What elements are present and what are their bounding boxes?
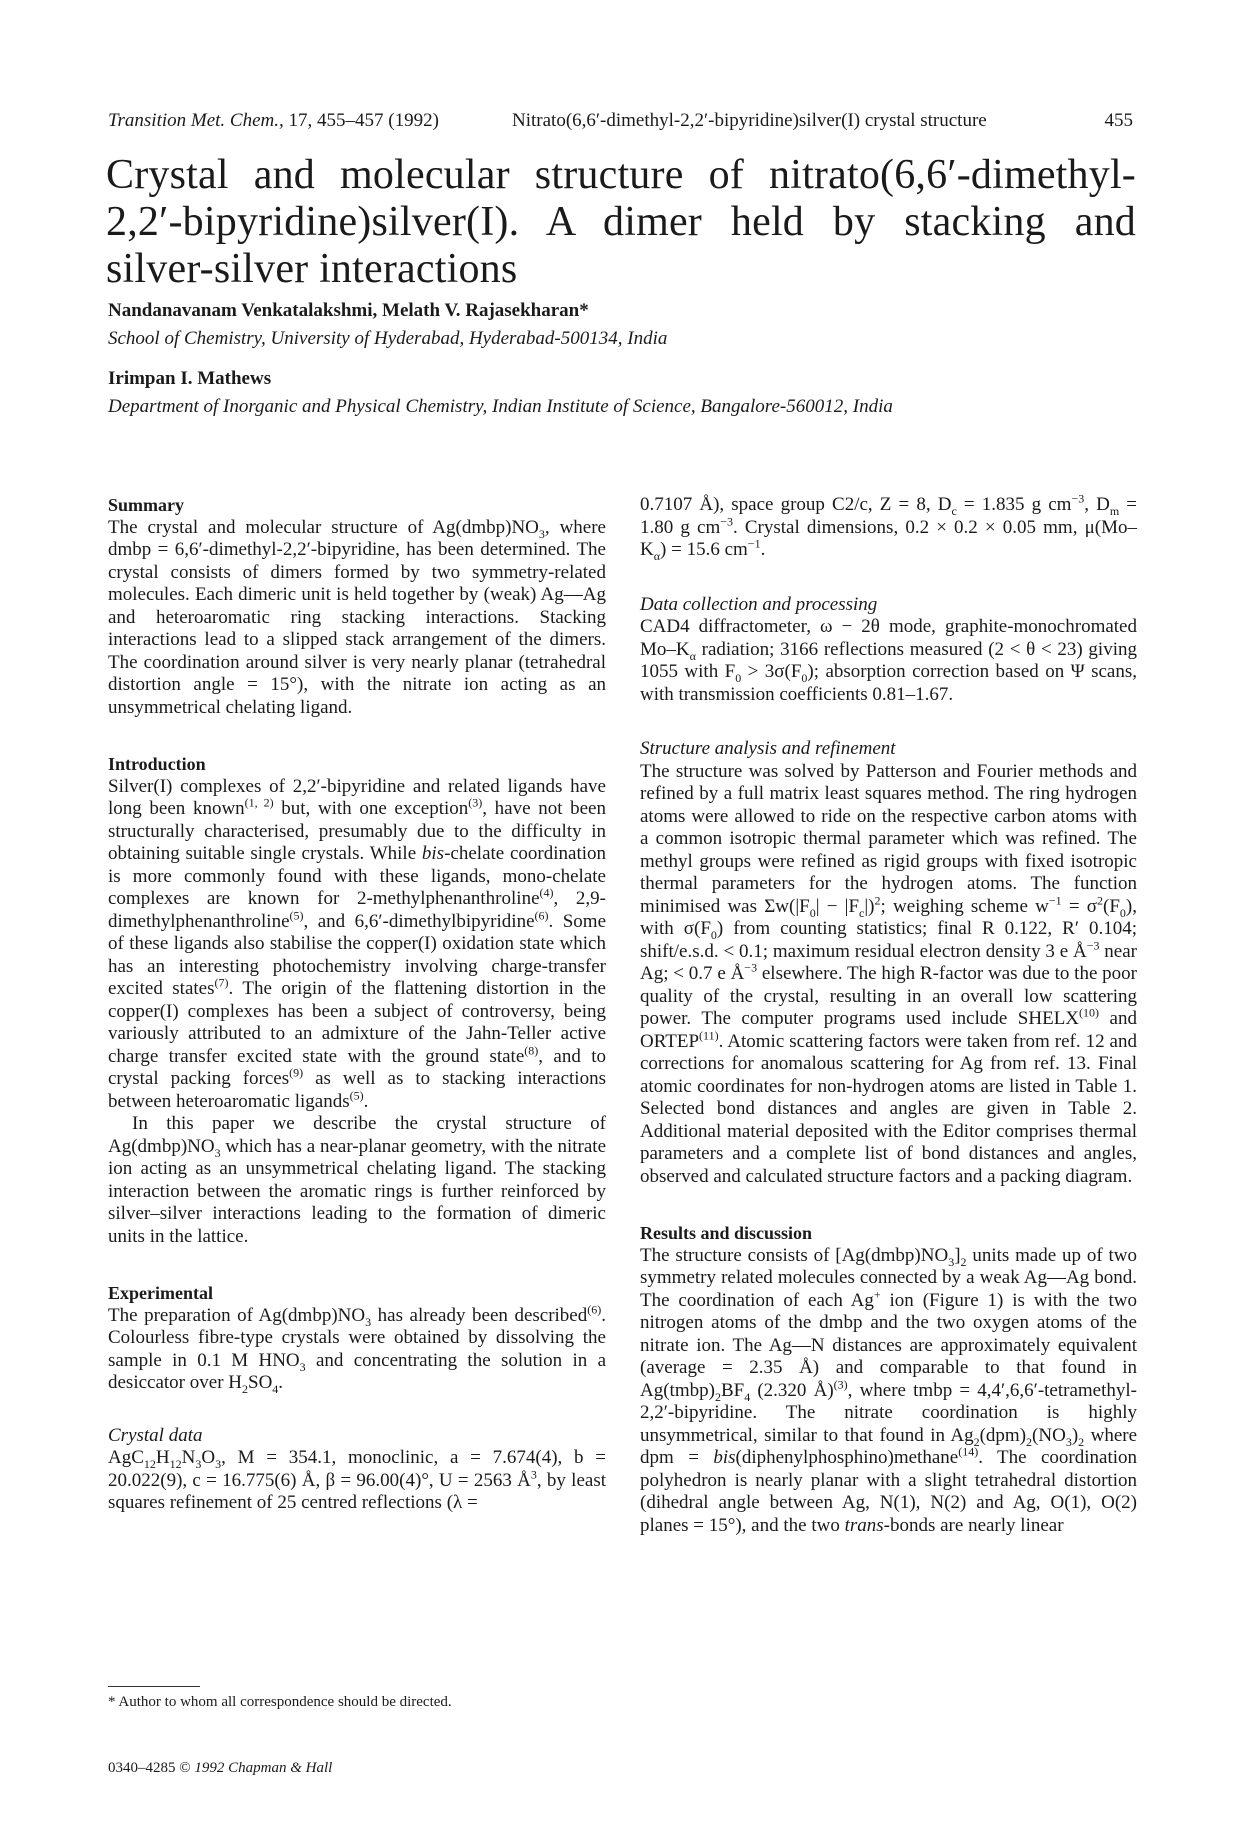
introduction-paragraph-2: In this paper we describe the crystal structure of $Ag(dmbp)NO_3$ which has a near-planar geometry, with the nitrate ion acting as an unsymmetrical chelating ligand. The stacking interaction between the aromatic rings is further reinforced by silver–silver interactions leading to the formation of dimeric units in the lattice. bbox=[108, 1113, 606, 1247]
structure-analysis-heading: Structure analysis and refinement bbox=[640, 738, 896, 759]
crystal-data-text-continued: 0.7107 Å), space group C2/c, Z = 8, $D_c = 1.835$ g $cm^{-3}$, $D_m = 1.80$ g $cm^{-3}$. Crystal dimensions, 0.2 × 0.2 × 0.05 mm, $\mu(Mo-K_\alpha) = 15.6$ $cm^{-1}$. bbox=[640, 491, 1137, 563]
page-number: 455 bbox=[1104, 110, 1133, 131]
affiliation-1: School of Chemistry, University of Hyderabad, Hyderabad-500134, India bbox=[108, 328, 668, 349]
running-title: Nitrato(6,6′-dimethyl-2,2′-bipyridine)silver(I) crystal structure bbox=[512, 110, 987, 131]
footnote-rule bbox=[108, 1686, 200, 1687]
copyright-line: 0340–4285 © 1992 Chapman & Hall bbox=[108, 1760, 333, 1776]
journal-citation: Transition Met. Chem., 17, 455–457 (1992) bbox=[108, 110, 439, 131]
experimental-heading: Experimental bbox=[108, 1283, 213, 1303]
affiliation-2: Department of Inorganic and Physical Chemistry, Indian Institute of Science, Bangalore-560012, India bbox=[108, 396, 893, 417]
author-list-1: Nandanavanam Venkatalakshmi, Melath V. Rajasekharan* bbox=[108, 300, 589, 321]
data-collection-heading: Data collection and processing bbox=[640, 593, 878, 615]
right-column bbox=[640, 491, 1138, 1537]
article-title: Crystal and molecular structure of nitrato(6,6′-dimethyl-2,2′-bipyridine)silver(I). A dimer held by stacking and silver-silver interactions bbox=[106, 152, 1136, 292]
data-collection-text: CAD4 diffractometer, ω − 2θ mode, graphite-monochromated $Mo-K_\alpha$ radiation; 3166 reflections measured (2 < θ < 23) giving 1055 with $F_0 > 3\sigma(F_0)$; absorption correction based on Ψ scans, with transmission coefficients 0.81–1.67. bbox=[640, 616, 1137, 705]
experimental-text: The preparation of $Ag(dmbp)NO_3$ has already been described$^{(6)}$. Colourless fibre-type crystals were obtained by dissolving the sample in 0.1 M $HNO_3$ and concentrating the solution in a desiccator over $H_2SO_4$. bbox=[108, 1302, 607, 1396]
results-heading: Results and discussion bbox=[640, 1223, 813, 1243]
crystal-data-text-part-1: $AgC_{12}H_{12}N_3O_3$, M = 354.1, monoclinic, a = 7.674(4), b = 20.022(9), c = 16.775(6) Å, β = 96.00(4)°, U = 2563 $Å^3$, by least squares refinement of 25 centred reflections (λ = bbox=[108, 1447, 606, 1513]
introduction-paragraph-1: Silver(I) complexes of 2,2′-bipyridine and related ligands have long been known$^{(1, 2)}$ but, with one exception$^{(3)}$, have not been structurally characterised, presumably due to the difficulty in obtaining suitable single crystals. While bis-chelate coordination is more commonly found with these ligands, mono-chelate complexes are known for 2-methylphenanthroline$^{(4)}$, 2,9-dimethylphenanthroline$^{(5)}$, and 6,6′-dimethylbipyridine$^{(6)}$. Some of these ligands also stabilise the copper(I) oxidation state which has an interesting photochemistry involving charge-transfer excited states$^{(7)}$. The origin of the flattening distortion in the copper(I) complexes has been a subject of controversy, being variously attributed to an admixture of the Jahn-Teller active charge transfer excited state with the ground state$^{(8)}$, and to crystal packing forces$^{(9)}$ as well as to stacking interactions between heteroaromatic ligands$^{(5)}$. bbox=[108, 775, 607, 1112]
results-text: The structure consists of $[Ag(dmbp)NO_3]_2$ units made up of two symmetry related molecules connected by a weak Ag—Ag bond. The coordination of each Ag+ ion (Figure 1) is with the two nitrogen atoms of the dmbp and the two oxygen atoms of the nitrate ion. The Ag—N distances are approximately equivalent (average = 2.35 Å) and comparable to that found in $Ag(tmbp)_2BF_4$ (2.320 Å)$^{(3)}$, where tmbp = 4,4′,6,6′-tetramethyl-2,2′-bipyridine. The nitrate coordination is highly unsymmetrical, similar to that found in $Ag_2(dpm)_2(NO_3)_2$ where dpm = bis(diphenylphosphino)methane$^{(14)}$. The coordination polyhedron is nearly planar with a slight tetrahedral distortion (dihedral angle between Ag, N(1), N(2) and Ag, O(1), O(2) planes = 15°), and the two trans-bonds are nearly linear bbox=[640, 1244, 1138, 1536]
crystal-data-heading: Crystal data bbox=[108, 1424, 203, 1446]
introduction-heading: Introduction bbox=[108, 754, 206, 774]
author-list-2: Irimpan I. Mathews bbox=[108, 368, 272, 389]
structure-analysis-text: The structure was solved by Patterson and Fourier methods and refined by a full matrix least squares method. The ring hydrogen atoms were allowed to ride on the respective carbon atoms with a common isotropic thermal parameter which was refined. The methyl groups were refined as rigid groups with fixed isotropic thermal parameters for the hydrogen atoms. The function minimised was $\Sigma w(|F_0| - |F_c|)^2$; weighing scheme $w^{-1} = \sigma^2(F_0)$, with $\sigma(F_0)$ from counting statistics; final R 0.122, R′ 0.104; shift/e.s.d. < 0.1; maximum residual electron density 3 e $Å^{-3}$ near Ag; < 0.7 e $Å^{-3}$ elsewhere. The high R-factor was due to the poor quality of the crystal, resulting in an overall low scattering power. The computer programs used include SHELX$^{(10)}$ and ORTEP$^{(11)}$. Atomic scattering factors were taken from ref. 12 and corrections for anomalous scattering for Ag from ref. 13. Final atomic coordinates for non-hydrogen atoms are listed in Table 1. Selected bond distances and angles are given in Table 2. Additional material deposited with the Editor comprises thermal parameters and a complete list of bond distances and angles, observed and calculated structure factors and a packing diagram. bbox=[640, 760, 1137, 1187]
left-column bbox=[108, 494, 606, 1515]
summary-heading: Summary bbox=[108, 495, 184, 515]
summary-text: The crystal and molecular structure of $Ag(dmbp)NO_3$, where dmbp = 6,6′-dimethyl-2,2′-bipyridine, has been determined. The crystal consists of dimers formed by two symmetry-related molecules. Each dimeric unit is held together by (weak) Ag—Ag and heteroaromatic ring stacking interactions. Stacking interactions lead to a slipped stack arrangement of the dimers. The coordination around silver is very nearly planar (tetrahedral distortion angle = 15°), with the nitrate ion acting as an unsymmetrical chelating ligand. bbox=[108, 516, 606, 718]
author-footnote: * Author to whom all correspondence should be directed. bbox=[108, 1694, 452, 1710]
